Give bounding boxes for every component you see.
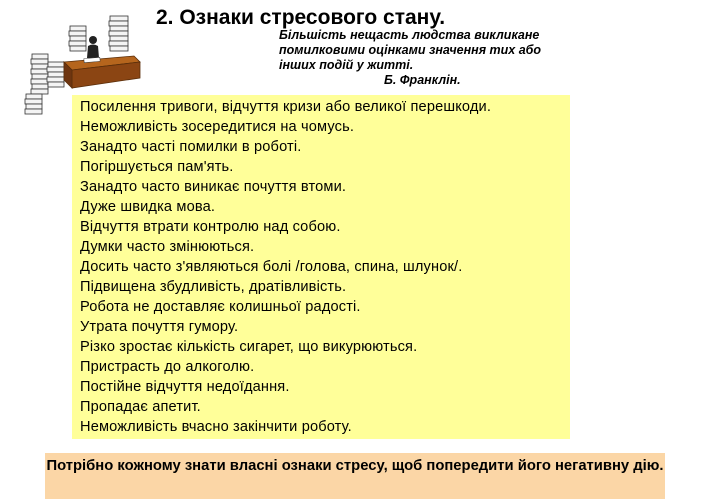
list-item: Утрата почуття гумору.: [80, 319, 239, 335]
list-item: Посилення тривоги, відчуття кризи або великої перешкоди.: [80, 99, 492, 115]
list-item: Відчуття втрати контролю над собою.: [80, 219, 341, 235]
quote-line: помилковими оцінками значення тих або: [279, 43, 542, 57]
list-item: Занадто часті помилки в роботі.: [80, 139, 302, 155]
list-item: Підвищена збудливість, дратівливість.: [80, 279, 347, 295]
quote-author: Б. Франклін.: [384, 73, 461, 87]
list-item: Дуже швидка мова.: [80, 199, 216, 215]
list-item: Пристрасть до алкоголю.: [80, 359, 255, 375]
conclusion-note: Потрібно кожному знати власні ознаки стресу, щоб попередити його негативну дію.: [45, 453, 665, 499]
list-item: Постійне відчуття недоїдання.: [80, 379, 290, 395]
epigraph-quote: [279, 28, 579, 87]
list-item: Різко зростає кількість сигарет, що викурюються.: [80, 339, 418, 355]
list-item: Неможливість зосередитися на чомусь.: [80, 119, 355, 135]
slide-title: 2. Ознаки стресового стану.: [156, 6, 446, 29]
list-item: Занадто часто виникає почуття втоми.: [80, 179, 347, 195]
list-item: Думки часто змінюються.: [80, 239, 255, 255]
stress-symptoms-list: [72, 95, 570, 439]
list-item: Робота не доставляє колишньої радості.: [80, 299, 361, 315]
list-item: Досить часто з'являються болі /голова, спина, шлунок/.: [80, 259, 463, 275]
list-item: Пропадає апетит.: [80, 399, 201, 415]
quote-line: інших подій у житті.: [279, 58, 414, 72]
quote-line: Більшість нещасть людства викликане: [279, 28, 540, 42]
list-item: Неможливість вчасно закінчити роботу.: [80, 419, 352, 435]
list-item: Погіршується пам'ять.: [80, 159, 234, 175]
